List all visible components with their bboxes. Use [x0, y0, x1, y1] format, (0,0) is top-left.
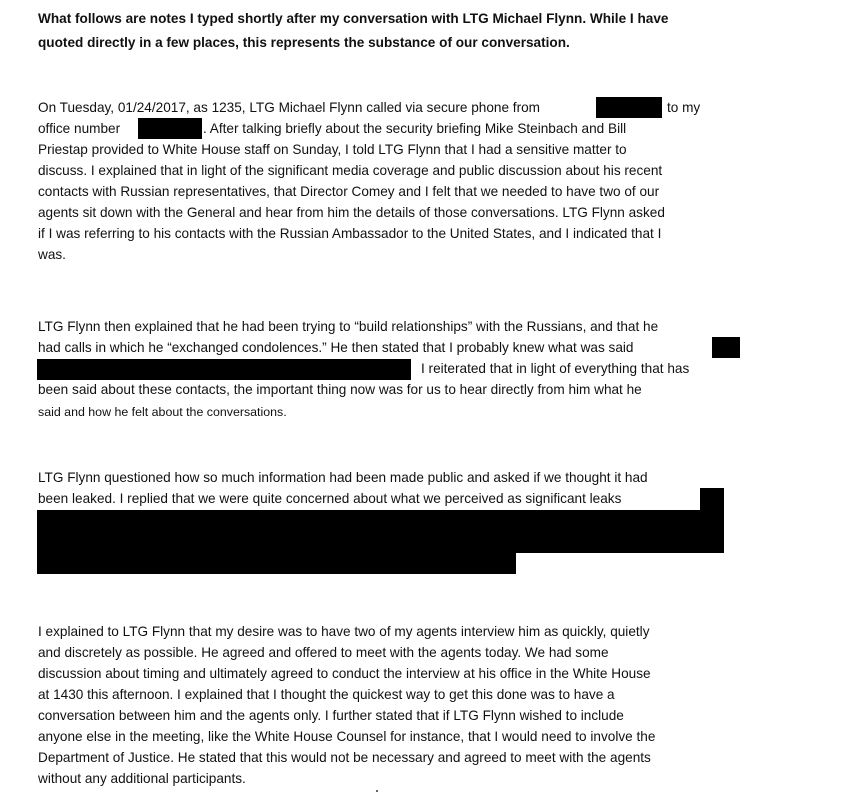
redaction-block-leaks-end: [700, 488, 724, 512]
paragraph-4-line-7: Department of Justice. He stated that this would not be necessary and agreed to meet with the agents: [38, 750, 651, 765]
header-line-2: quoted directly in a few places, this represents the substance of our conversation.: [38, 35, 570, 50]
paragraph-1-line-1-end: to my: [667, 100, 701, 115]
paragraph-4-line-1: I explained to LTG Flynn that my desire was to have two of my agents interview him as quickly, quietly: [38, 624, 650, 639]
paragraph-1-line-6: agents sit down with the General and hear from him the details of those conversations. LTG Flynn asked: [38, 205, 665, 220]
paragraph-3-line-2: been leaked. I replied that we were quite concerned about what we perceived as significant leaks: [38, 491, 622, 506]
paragraph-1-line-2-start: office number: [38, 121, 121, 136]
paragraph-2-line-2: had calls in which he “exchanged condolences.” He then stated that I probably knew what was said: [38, 340, 634, 355]
paragraph-2-line-4: been said about these contacts, the important thing now was for us to hear directly from him what he: [38, 382, 642, 397]
paragraph-4-line-3: discussion about timing and ultimately agreed to conduct the interview at his office in the White House: [38, 666, 651, 681]
redaction-block-office-number: [138, 118, 202, 139]
paragraph-1-line-5: contacts with Russian representatives, that Director Comey and I felt that we needed to have two of our: [38, 184, 660, 199]
paragraph-3-line-1: LTG Flynn questioned how so much information had been made public and asked if we thought it had: [38, 470, 648, 485]
paragraph-1-line-3: Priestap provided to White House staff on Sunday, I told LTG Flynn that I had a sensitive matter to: [38, 142, 627, 157]
paragraph-2-line-3: I reiterated that in light of everything that has: [421, 361, 690, 376]
redaction-block-line-end: [712, 337, 740, 358]
paragraph-2-line-1: LTG Flynn then explained that he had been trying to “build relationships” with the Russians, and that he: [38, 319, 659, 334]
paragraph-1-line-2-end: . After talking briefly about the security briefing Mike Steinbach and Bill: [203, 121, 627, 136]
redaction-block-tail: [37, 553, 516, 574]
paragraph-4-line-8: without any additional participants.: [38, 771, 246, 786]
scan-speck: [376, 790, 378, 792]
paragraph-1-line-4: discuss. I explained that in light of the significant media coverage and public discussion about his recent: [38, 163, 663, 178]
redaction-block-phone-origin: [596, 97, 662, 118]
paragraph-4-line-4: at 1430 this afternoon. I explained that I thought the quickest way to get this done was to have a: [38, 687, 615, 702]
paragraph-4-line-6: anyone else in the meeting, like the White House Counsel for instance, that I would need to involve the: [38, 729, 656, 744]
paragraph-1-line-1-start: On Tuesday, 01/24/2017, as 1235, LTG Michael Flynn called via secure phone from: [38, 100, 540, 115]
paragraph-4-line-5: conversation between him and the agents only. I further stated that if LTG Flynn wished to include: [38, 708, 624, 723]
paragraph-2-line-5: said and how he felt about the conversations.: [38, 405, 287, 419]
redaction-block-line-start: [37, 359, 411, 380]
paragraph-4-line-2: and discretely as possible. He agreed and offered to meet with the agents today. We had some: [38, 645, 609, 660]
header-line-1: What follows are notes I typed shortly after my conversation with LTG Michael Flynn. While I have: [38, 11, 669, 26]
paragraph-1-line-8: was.: [38, 247, 66, 262]
redaction-block-large: [37, 510, 724, 553]
paragraph-1-line-7: if I was referring to his contacts with the Russian Ambassador to the United States, and I indicated that I: [38, 226, 662, 241]
